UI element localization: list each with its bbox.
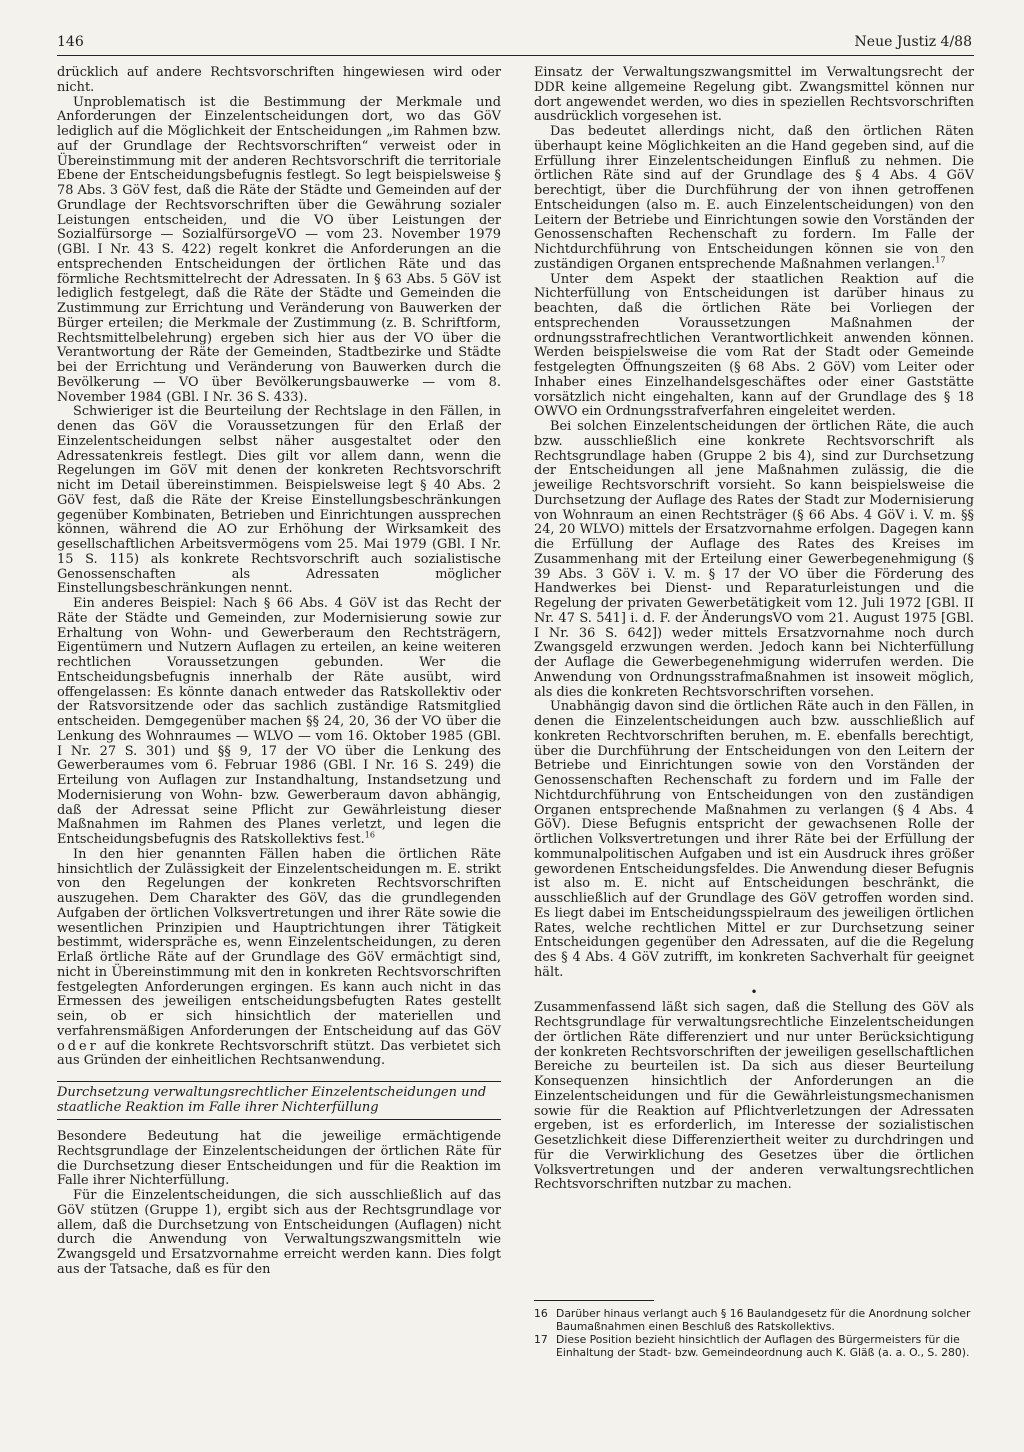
paragraph: Bei solchen Einzelentscheidungen der örtlichen Räte, die auch bzw. ausschließlich eine konkrete Rechtsvorschrift als Rechtsgrundlage haben (Gruppe 2 bis 4), sind zur Durchsetzung der Entscheidungen all jene Maßnahmen zulässig, die die jeweilige Rechtsvorschrift vorsieht. So kann beispielsweise die Durchsetzung der Auflage des Rates der Stadt zur Modernisierung von Wohnraum an einen Rechtsträger (§ 66 Abs. 4 GöV i. V. m. §§ 24, 20 WLVO) mittels der Ersatzvornahme erfolgen. Dagegen kann die Erfüllung der Auflage des Rates des Kreises im Zusammenhang mit der Erteilung einer Gewerbegenehmigung (§ 39 Abs. 3 GöV i. V. m. § 17 der VO über die Förderung des Handwerkes bei Dienst- und Reparaturleistungen und die Regelung der privaten Gewerbetätigkeit vom 12. Juli 1972 [GBl. II Nr. 47 S. 541] i. d. F. der ÄnderungsVO vom 21. August 1975 [GBl. I Nr. 36 S. 642]) weder mittels Ersatzvornahme noch durch Zwangsgeld erzwungen werden. Jedoch kann bei Nichterfüllung der Auflage die Gewerbegenehmigung widerrufen werden. Die Anwendung von Ordnungsstrafmaßnahmen ist insoweit möglich, als dies die konkreten Rechtsvorschriften vorsehen. [534,419,974,700]
footnote [534,1307,974,1333]
page-number: 146 [57,34,84,50]
paragraph-text: Ein anderes Beispiel: Nach § 66 Abs. 4 GöV ist das Recht der Räte der Städte und Gemeinden, zur Modernisierung sowie zur Erhaltung von Wohn- und Gewerberaum den Rechtsträgern, Eigentümern und Nutzern Auflagen zu erteilen, an keine weiteren rechtlichen Voraussetzungen gebunden. Wer die Entscheidungsbefugnis innerhalb der Räte ausübt, wird offengelassen: Es könnte danach entweder das Ratskollektiv oder der Ratsvorsitzende oder das sachlich zuständige Ratsmitglied entscheiden. Demgegenüber machen §§ 24, 20, 36 der VO über die Lenkung des Wohnraumes — WLVO — vom 16. Oktober 1985 (GBl. I Nr. 27 S. 301) und §§ 9, 17 der VO über die Lenkung des Gewerberaumes vom 6. Februar 1986 (GBl. I Nr. 16 S. 249) die Erteilung von Auflagen zur Instandhaltung, Instandsetzung und Modernisierung von Wohn- bzw. Gewerberaum davon abhängig, daß der Adressat seine Pflicht zur Gewährleistung dieser Maßnahmen im Rahmen des Planes verletzt, und legen die Entscheidungsbefugnis des Ratskollektivs fest. [57,596,501,847]
paragraph: Zusammenfassend läßt sich sagen, daß die Stellung des GöV als Rechtsgrundlage für verwaltungsrechtliche Einzelentscheidungen der örtlichen Räte differenziert und nur unter Berücksichtigung der konkreten Rechtsvorschriften der jeweiligen gesellschaftlichen Bereiche zu beurteilen ist. Da sich aus dieser Beurteilung Konsequenzen hinsichtlich der Anforderungen an die Einzelentscheidungen und für die Gewährleistungsmechanismen sowie für die Reaktion auf Pflichtverletzungen der Adressaten ergeben, ist es erforderlich, im Interesse der sozialistischen Gesetzlichkeit diese Differenziertheit weiter zu durchdringen und für die Verwirklichung des Gesetzes über die örtlichen Volksvertretungen und der anderen verwaltungsrechtlichen Rechtsvorschriften nutzbar zu machen. [534,1000,974,1193]
paragraph: Einsatz der Verwaltungszwangsmittel im Verwaltungsrecht der DDR keine allgemeine Regelung gibt. Zwangsmittel können nur dort angewendet werden, wo dies in speziellen Rechtsvorschriften ausdrücklich vorgesehen ist. [534,65,974,125]
paragraph: Für die Einzelentscheidungen, die sich ausschließlich auf das GöV stützen (Gruppe 1), ergibt sich aus der Rechtsgrundlage vor allem, daß die Durchsetzung von Entscheidungen (Auflagen) nicht durch die Anwendung von Verwaltungszwangsmitteln wie Zwangsgeld und Ersatzvornahme erreicht werden kann. Dies folgt aus der Tatsache, daß es für den [57,1188,501,1277]
paragraph-text: auf die konkrete Rechtsvorschrift stützt. Das verbietet sich aus Gründen der einheitlichen Rechtsanwendung. [57,1038,501,1069]
paragraph [57,597,501,848]
paragraph: drücklich auf andere Rechtsvorschriften hingewiesen wird oder nicht. [57,65,501,95]
footnote [534,1333,974,1359]
paragraph: Schwieriger ist die Beurteilung der Rechtslage in den Fällen, in denen das GöV die Voraussetzungen für den Erlaß der Einzelentscheidungen selbst näher ausgestaltet oder den Adressatenkreis festlegt. Dies gilt vor allem dann, wenn die Regelungen im GöV mit denen der konkreten Rechtsvorschrift nicht im Detail übereinstimmen. Beispielsweise legt § 40 Abs. 2 GöV fest, daß die Räte der Kreise Einstellungsbeschränkungen gegenüber Kombinaten, Betrieben und Einrichtungen aussprechen können, während die AO zur Erhöhung der Wirksamkeit des gesellschaftlichen Arbeitsvermögens vom 25. Mai 1979 (GBl. I Nr. 15 S. 115) als konkrete Rechtsvorschrift auch sozialistische Genossenschaften als Adressaten möglicher Einstellungsbeschränkungen nennt. [57,404,501,597]
section-separator: • [750,984,758,999]
right-column [534,66,974,1193]
left-column [57,66,501,1278]
paragraph [534,125,974,273]
footnote-ref: 17 [935,255,946,265]
paragraph: Besondere Bedeutung hat die jeweilige ermächtigende Rechtsgrundlage der Einzelentscheidungen der örtlichen Räte für die Durchsetzung dieser Entscheidungen und für die Reaktion im Falle ihrer Nichterfüllung. [57,1129,501,1189]
paragraph: Unter dem Aspekt der staatlichen Reaktion auf die Nichterfüllung von Entscheidungen ist darüber hinaus zu beachten, daß die örtlichen Räte bei Vorliegen der entsprechenden Voraussetzungen Maßnahmen der ordnungsstrafrechtlichen Verantwortlichkeit anwenden können. Werden beispielsweise die vom Rat der Stadt oder Gemeinde festgelegten Öffnungszeiten (§ 68 Abs. 2 GöV) vom Leiter oder Inhaber eines Einzelhandelsgeschäftes oder einer Gaststätte vorsätzlich nicht eingehalten, kann auf der Grundlage des § 18 OWVO ein Ordnungsstrafverfahren eingeleitet werden. [534,271,974,420]
paragraph: Unproblematisch ist die Bestimmung der Merkmale und Anforderungen der Einzelentscheidungen dort, wo das GöV lediglich auf die Möglichkeit der Entscheidungen „im Rahmen bzw. auf der Grundlage der Rechtsvorschriften“ verweist oder in Übereinstimmung mit der anderen Rechtsvorschrift die territoriale Ebene der Entscheidungsbefugnis festlegt. So legt beispielsweise § 78 Abs. 3 GöV fest, daß die Räte der Städte und Gemeinden auf der Grundlage der Rechtsvorschriften über die Gewährung sozialer Leistungen entscheiden, und die VO über Leistungen der Sozialfürsorge — SozialfürsorgeVO — vom 23. November 1979 (GBl. I Nr. 43 S. 422) regelt konkret die Anforderungen an die entsprechenden Entscheidungen der örtlichen Räte und das förmliche Rechtsmittelrecht der Adressaten. In § 63 Abs. 5 GöV ist lediglich festgelegt, daß die Räte der Städte und Gemeinden die Zustimmung zur Errichtung und Veränderung von Bauwerken der Bürger erteilen; die Merkmale der Zustimmung (z. B. Schriftform, Rechtsmittelbelehrung) ergeben sich hier aus der VO über die Verantwortung der Räte der Gemeinden, Stadtbezirke und Städte bei der Errichtung und Veränderung von Bauwerken durch die Bevölkerung — VO über Bevölkerungsbauwerke — vom 8. November 1984 (GBl. I Nr. 36 S. 433). [57,94,501,405]
footnote-number: 17 [534,1333,548,1346]
journal-issue: Neue Justiz 4/88 [854,34,972,50]
footnote-ref: 16 [364,830,375,840]
footnote-number: 16 [534,1307,548,1320]
paragraph [57,848,501,1069]
paragraph: Unabhängig davon sind die örtlichen Räte auch in den Fällen, in denen die Einzelentscheidungen auch bzw. ausschließlich auf konkreten Rechtvorschriften beruhen, m. E. ebenfalls berechtigt, über die Durchführung der Entscheidungen von den Leitern der Betriebe und Einrichtungen sowie von den Vorständen der Genossenschaften Rechenschaft zu fordern und im Falle der Nichtdurchführung von Entscheidungen von den zuständigen Organen entsprechende Maßnahmen zu verlangen (§ 4 Abs. 4 GöV). Diese Befugnis entspricht der gewachsenen Rolle der örtlichen Volksvertretungen und ihrer Räte bei der Erfüllung der kommunalpolitischen Aufgaben und ist ein Ausdruck ihres größer gewordenen Entscheidungsfeldes. Die Anwendung dieser Befugnis ist also m. E. nicht auf Entscheidungen beschränkt, die ausschließlich auf der Grundlage des GöV getroffen worden sind. Es liegt dabei im Entscheidungsspielraum des jeweiligen örtlichen Rates, welche rechtlichen Mittel er zur Durchsetzung seiner Entscheidungen gegenüber den Adressaten, auf die die Regelung des § 4 Abs. 4 GöV zutrifft, im konkreten Sachverhalt für geeignet hält. [534,699,974,980]
section-heading: Durchsetzung verwaltungsrechtlicher Einzelentscheidungen und staatliche Reaktion im Falle ihrer Nichterfüllung [57,1081,501,1120]
footnote-text: Diese Position bezieht hinsichtlich der Auflagen des Bürgermeisters für die Einhaltung der Stadt- bzw. Gemeindeordnung auch K. Gläß (a. a. O., S. 280). [556,1333,970,1359]
header-rule [57,55,974,56]
footnotes [534,1300,974,1359]
paragraph-text: In den hier genannten Fällen haben die örtlichen Räte hinsichtlich der Zulässigkeit der Einzelentscheidungen m. E. strikt von den Regelungen der konkreten Rechtsvorschriften auszugehen. Dem Charakter des GöV, das die grundlegenden Aufgaben der örtlichen Volksvertretungen und ihrer Räte sowie die wesentlichen Prinzipien und Hauptrichtungen ihrer Tätigkeit bestimmt, widerspräche es, wenn Einzelentscheidungen, zu deren Erlaß örtliche Räte auf der Grundlage des GöV ermächtigt sind, nicht in Übereinstimmung mit den in konkreten Rechtsvorschriften festgelegten Anforderungen ergingen. Es kann auch nicht in das Ermessen des jeweiligen entscheidungsbefugten Rates gestellt sein, ob er sich hinsichtlich der materiellen und verfahrensmäßigen Anforderungen der Entscheidung auf das GöV [57,846,501,1039]
paragraph-text: Das bedeutet allerdings nicht, daß den örtlichen Räten überhaupt keine Möglichkeiten an die Hand gegeben sind, auf die Erfüllung ihrer Einzelentscheidungen Einfluß zu nehmen. Die örtlichen Räte sind auf der Grundlage des § 4 Abs. 4 GöV berechtigt, über die Durchführung der von ihnen getroffenen Entscheidungen (also m. E. auch Einzelentscheidungen) von den Leitern der Betriebe und Einrichtungen sowie den Vorständen der Genossenschaften Rechenschaft zu fordern. Im Falle der Nichtdurchführung von Entscheidungen können sie von den zuständigen Organen entsprechende Maßnahmen verlangen. [534,124,974,272]
footnote-rule [534,1300,654,1301]
emphasis-oder: oder [57,1038,99,1054]
footnote-text: Darüber hinaus verlangt auch § 16 Baulandgesetz für die Anordnung solcher Baumaßnahmen einen Beschluß des Ratskollektivs. [556,1307,971,1333]
